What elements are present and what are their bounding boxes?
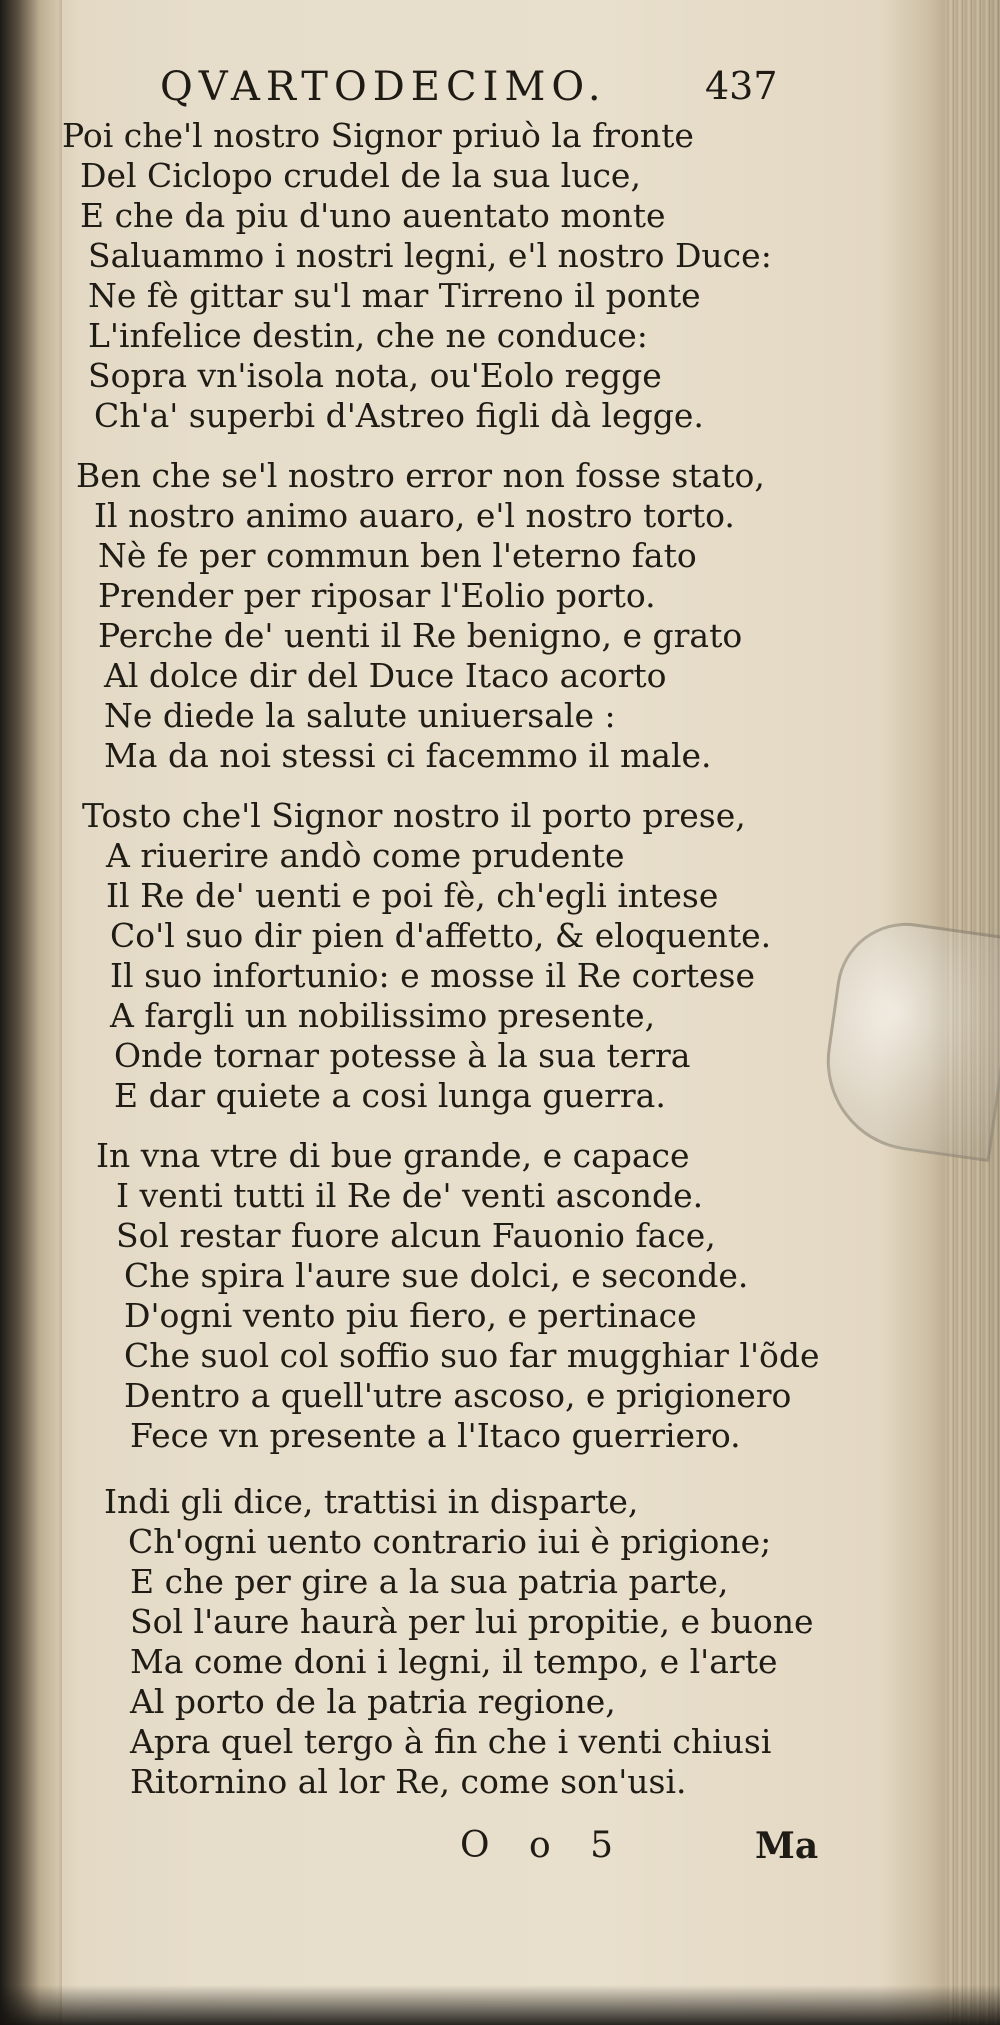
verse-line: Sol restar fuore alcun Fauonio face, (116, 1216, 716, 1255)
verse-line: Che suol col soffio suo far mugghiar l'õde (124, 1336, 820, 1375)
page-footer (460, 1825, 820, 1875)
verse-line: Al porto de la patria regione, (130, 1682, 616, 1721)
verse-line: D'ogni vento piu fiero, e pertinace (124, 1296, 697, 1335)
verse-line: Ne diede la salute uniuersale : (104, 696, 616, 735)
verse-line: Dentro a quell'utre ascoso, e prigionero (124, 1376, 792, 1415)
verse-line: Ne fè gittar su'l mar Tirreno il ponte (88, 276, 701, 315)
verse-line: Sol l'aure haurà per lui propitie, e buone (130, 1602, 814, 1641)
verse-line: Ben che se'l nostro error non fosse stato, (76, 456, 765, 495)
catchword: Ma (755, 1825, 819, 1867)
verse-line: Ritornino al lor Re, come son'usi. (130, 1762, 687, 1801)
verse-line: Apra quel tergo à fin che i venti chiusi (130, 1722, 772, 1761)
running-head: QVARTODECIMO. (160, 64, 607, 110)
verse-line: E che per gire a la sua patria parte, (130, 1562, 729, 1601)
verse-line: Del Ciclopo crudel de la sua luce, (80, 156, 641, 195)
verse-line: Ma come doni i legni, il tempo, e l'arte (130, 1642, 778, 1681)
verse-line: Perche de' uenti il Re benigno, e grato (98, 616, 743, 655)
bottom-shadow (0, 1985, 1000, 2025)
verse-line: Saluammo i nostri legni, e'l nostro Duce: (88, 236, 772, 275)
verse-line: Indi gli dice, trattisi in disparte, (104, 1482, 639, 1521)
verse-line: Che spira l'aure sue dolci, e seconde. (124, 1256, 749, 1295)
verse-line: Ch'ogni uento contrario iui è prigione; (128, 1522, 772, 1561)
verse-line: L'infelice destin, che ne conduce: (88, 316, 648, 355)
verse-line: I venti tutti il Re de' venti asconde. (116, 1176, 704, 1215)
verse-line: Il Re de' uenti e poi fè, ch'egli intese (106, 876, 719, 915)
verse-line: Il nostro animo auaro, e'l nostro torto. (94, 496, 735, 535)
verse-line: Nè fe per commun ben l'eterno fato (98, 536, 697, 575)
verse-line: Ma da noi stessi ci facemmo il male. (104, 736, 712, 775)
verse-line: Fece vn presente a l'Itaco guerriero. (130, 1416, 741, 1455)
verse-line: Ch'a' superbi d'Astreo figli dà legge. (94, 396, 704, 435)
verse-line: A fargli un nobilissimo presente, (110, 996, 656, 1035)
verse-line: Prender per riposar l'Eolio porto. (98, 576, 656, 615)
signature-mark: O o 5 (460, 1825, 627, 1866)
verse-line: E dar quiete a cosi lunga guerra. (114, 1076, 666, 1115)
verse-line: Il suo infortunio: e mosse il Re cortese (110, 956, 755, 995)
verse-line: A riuerire andò come prudente (106, 836, 625, 875)
verse-line: Co'l suo dir pien d'affetto, & eloquente. (110, 916, 772, 955)
verse-line: Sopra vn'isola nota, ou'Eolo regge (88, 356, 662, 395)
verse-line: Al dolce dir del Duce Itaco acorto (104, 656, 667, 695)
verse-line: Poi che'l nostro Signor priuò la fronte (62, 116, 694, 155)
verse-line: Tosto che'l Signor nostro il porto prese, (82, 796, 746, 835)
verse-line: Onde tornar potesse à la sua terra (114, 1036, 691, 1075)
page-number: 437 (705, 64, 778, 108)
verse-line: E che da piu d'uno auentato monte (80, 196, 666, 235)
verse-line: In vna vtre di bue grande, e capace (96, 1136, 690, 1175)
